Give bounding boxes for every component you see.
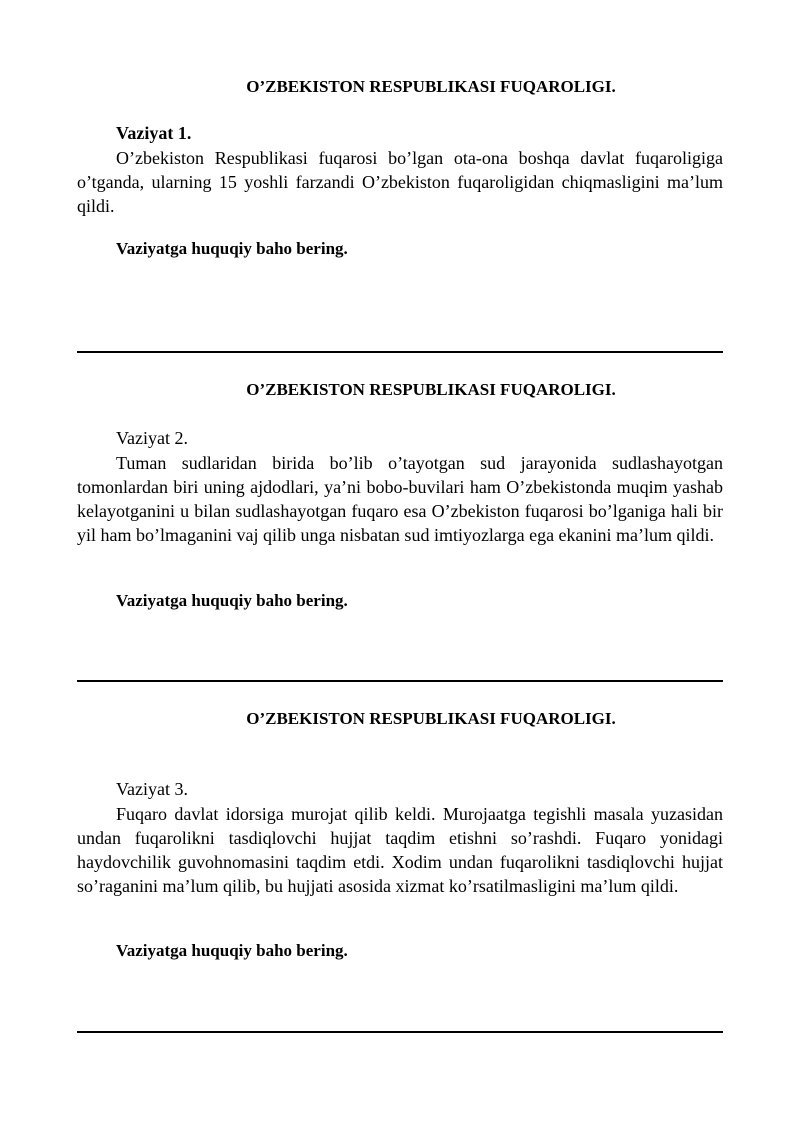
case-3-label: Vaziyat 3. [116, 779, 188, 799]
case-2-prompt: Vaziyatga huquqiy baho bering. [116, 591, 348, 610]
case-2-heading: O’ZBEKISTON RESPUBLIKASI FUQAROLIGI. [246, 380, 616, 399]
case-1-prompt: Vaziyatga huquqiy baho bering. [116, 239, 348, 258]
case-1-heading: O’ZBEKISTON RESPUBLIKASI FUQAROLIGI. [246, 77, 616, 96]
case-3-heading: O’ZBEKISTON RESPUBLIKASI FUQAROLIGI. [246, 709, 616, 728]
case-1-text: O’zbekiston Respublikasi fuqarosi bo’lgan ota-ona boshqa davlat fuqaroligiga o’tganda, ularning 15 yoshli farzandi O’zbekiston fuqaroligidan chiqmasligini ma’lum qildi. [77, 148, 723, 216]
case-2-label: Vaziyat 2. [116, 428, 188, 448]
section-divider-1 [77, 351, 723, 353]
case-2-text: Tuman sudlaridan birida bo’lib o’tayotgan sud jarayonida sudlashayotgan tomonlardan biri uning ajdodlari, ya’ni bobo-buvilari ham O’zbekistonda muqim yashab kelayotganini u bilan sudlashayotgan fuqaro esa O’zbekiston fuqarosi bo’lganiga hali bir yil ham bo’lmaganini vaj qilib unga nisbatan sud imtiyozlarga ega ekanini ma’lum qildi. [77, 453, 723, 545]
case-3-text: Fuqaro davlat idorsiga murojat qilib keldi. Murojaatga tegishli masala yuzasidan undan fuqarolikni tasdiqlovchi hujjat taqdim etishni so’rashdi. Fuqaro yonidagi haydovchilik guvohnomasini taqdim etdi. Xodim undan fuqarolikni tasdiqlovchi hujjat so’raganini ma’lum qilib, bu hujjati asosida xizmat ko’rsatilmasligini ma’lum qildi. [77, 804, 723, 896]
case-1-label: Vaziyat 1. [116, 123, 192, 143]
section-divider-2 [77, 680, 723, 682]
case-3-prompt: Vaziyatga huquqiy baho bering. [116, 941, 348, 960]
section-divider-3 [77, 1031, 723, 1033]
